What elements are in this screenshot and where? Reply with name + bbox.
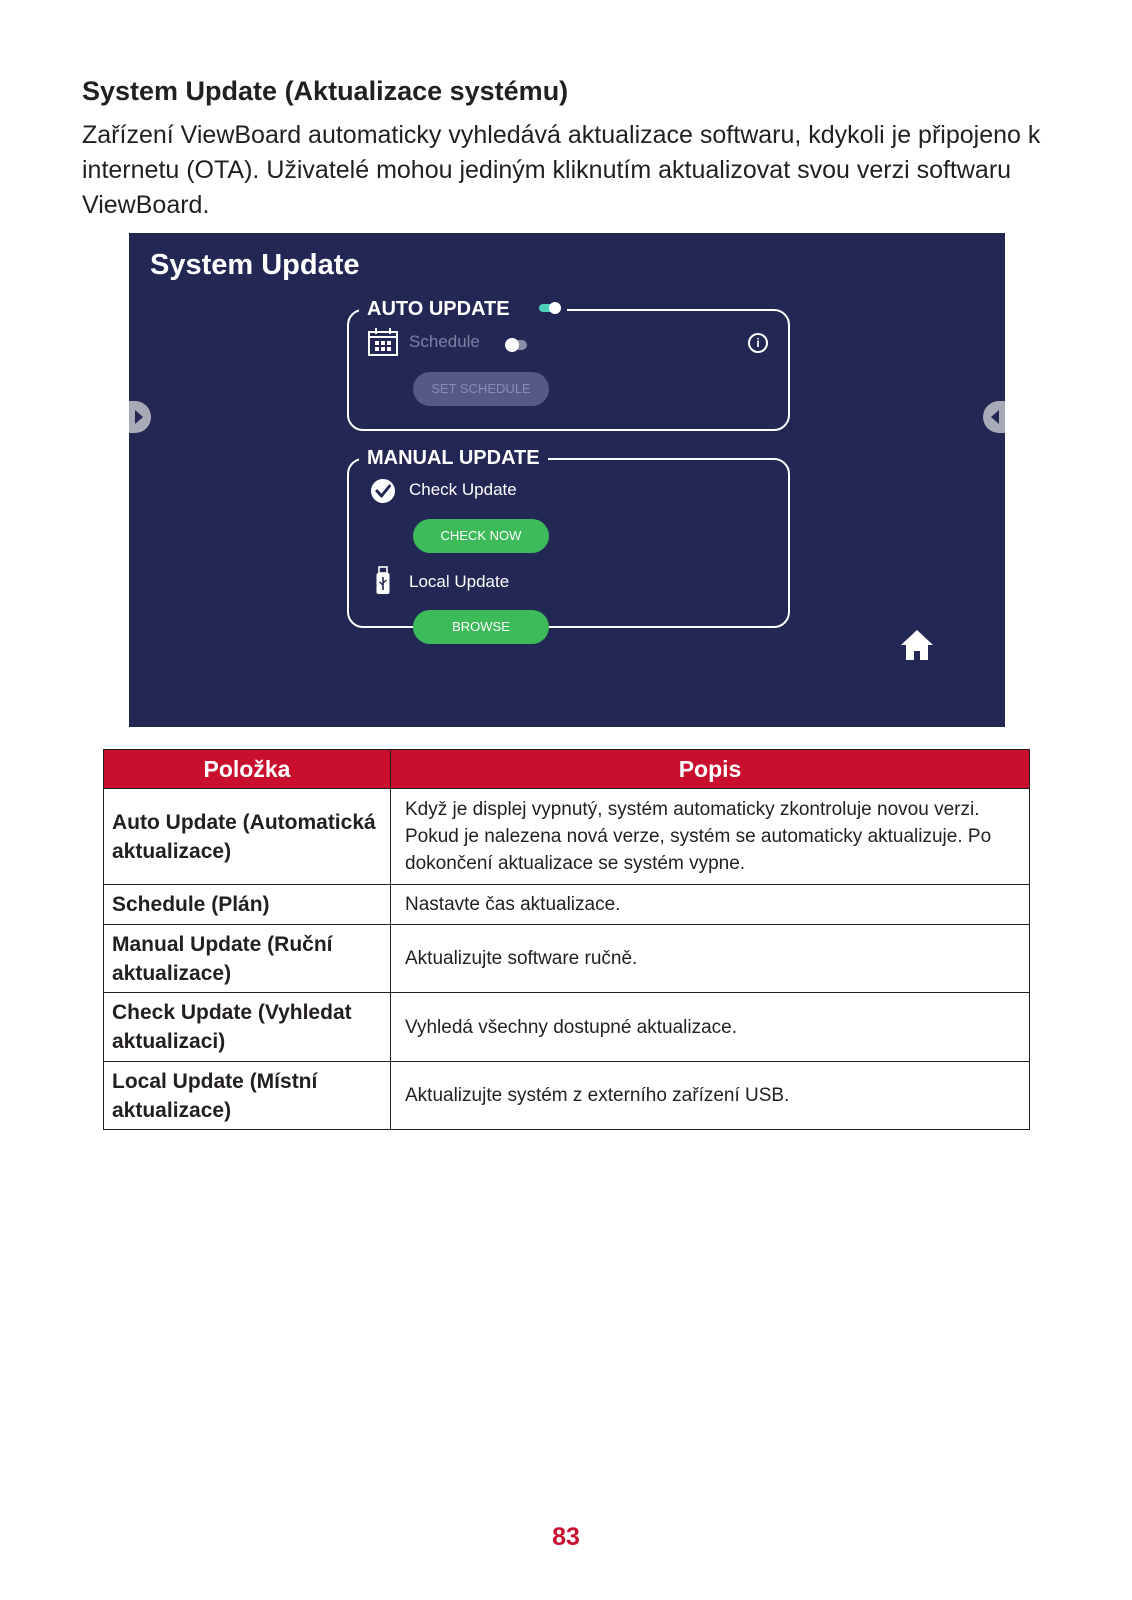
check-update-label: Check Update — [409, 480, 517, 499]
table-cell-description: Aktualizujte systém z externího zařízení USB. — [391, 1062, 1030, 1130]
table-header-description: Popis — [391, 750, 1030, 789]
manual-update-group — [347, 447, 790, 634]
table-row — [104, 885, 1030, 925]
home-icon[interactable] — [899, 627, 935, 663]
set-schedule-button[interactable]: SET SCHEDULE — [413, 372, 549, 406]
check-now-button[interactable]: CHECK NOW — [413, 519, 549, 553]
table-header-item: Položka — [104, 750, 391, 789]
table-cell-item: Check Update (Vyhledat aktualizaci) — [104, 993, 391, 1062]
previous-page-arrow-icon[interactable] — [129, 401, 151, 433]
checkmark-circle-icon — [367, 476, 399, 506]
usb-drive-icon — [367, 566, 399, 596]
auto-update-legend: AUTO UPDATE — [367, 298, 510, 320]
auto-update-group — [347, 298, 790, 431]
table-cell-description: Nastavte čas aktualizace. — [391, 885, 1030, 925]
table-cell-item: Auto Update (Automatická aktualizace) — [104, 789, 391, 885]
table-row — [104, 993, 1030, 1062]
manual-update-legend: MANUAL UPDATE — [359, 445, 548, 471]
calendar-icon — [367, 327, 399, 357]
auto-update-toggle[interactable] — [539, 304, 559, 312]
table-cell-item: Schedule (Plán) — [104, 885, 391, 925]
schedule-label: Schedule — [409, 332, 480, 351]
table-row — [104, 789, 1030, 885]
table-row — [104, 1062, 1030, 1130]
table-cell-description: Když je displej vypnutý, systém automaticky zkontroluje novou verzi. Pokud je nalezena nová verze, systém se automaticky aktualizuje. Po dokončení aktualizace se systém vypne. — [391, 789, 1030, 885]
section-heading: System Update (Aktualizace systému) — [82, 76, 569, 106]
table-cell-description: Vyhledá všechny dostupné aktualizace. — [391, 993, 1030, 1062]
schedule-toggle[interactable] — [507, 340, 527, 350]
info-icon[interactable]: i — [748, 333, 768, 353]
table-row — [104, 925, 1030, 993]
next-page-arrow-icon[interactable] — [983, 401, 1005, 433]
browse-button[interactable]: BROWSE — [413, 610, 549, 644]
local-update-label: Local Update — [409, 572, 510, 591]
table-cell-item: Local Update (Místní aktualizace) — [104, 1062, 391, 1130]
screen-title: System Update — [150, 249, 360, 281]
intro-paragraph: Zařízení ViewBoard automaticky vyhledává aktualizace softwaru, kdykoli je připojeno k internetu (OTA). Uživatelé mohou jediným kliknutím aktualizovat svou verzi softwaru ViewBoard. — [82, 121, 1041, 219]
system-update-screenshot — [129, 233, 1005, 727]
table-cell-description: Aktualizujte software ručně. — [391, 925, 1030, 993]
description-table — [103, 749, 1030, 1130]
page-number: 83 — [552, 1523, 580, 1551]
table-cell-item: Manual Update (Ruční aktualizace) — [104, 925, 391, 993]
